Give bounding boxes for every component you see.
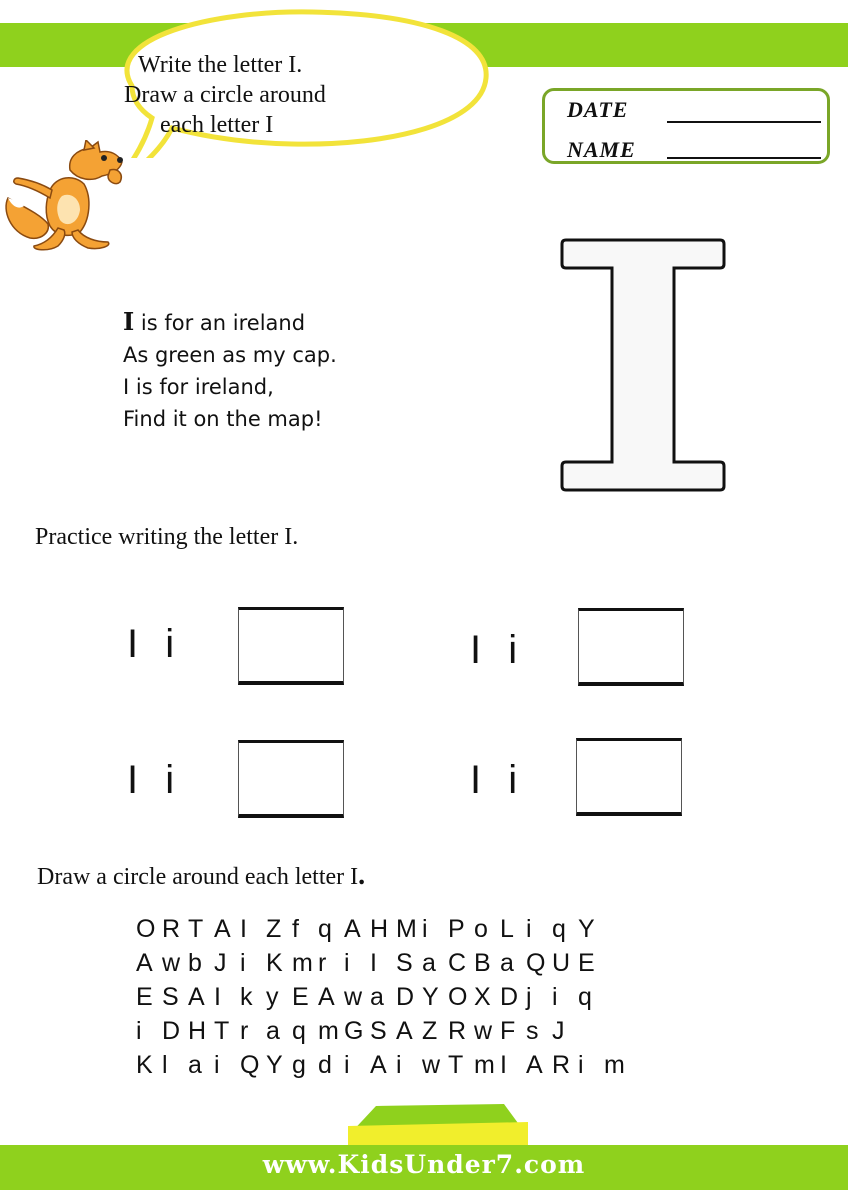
writing-box-1[interactable] <box>238 607 344 685</box>
footer-url[interactable]: www.KidsUnder7.com <box>262 1150 586 1179</box>
letter-grid-cell[interactable]: Y <box>578 915 595 943</box>
date-line[interactable] <box>667 121 821 123</box>
letter-grid-cell[interactable]: A <box>214 915 231 943</box>
letter-grid-cell[interactable]: m <box>604 1051 625 1079</box>
letter-grid-cell[interactable]: j <box>526 983 532 1011</box>
letter-grid-cell[interactable]: m <box>318 1017 339 1045</box>
letter-grid-cell[interactable]: J <box>214 949 227 977</box>
letter-grid-cell[interactable]: Y <box>266 1051 283 1079</box>
letter-grid-cell[interactable]: H <box>370 915 389 943</box>
letter-grid-cell[interactable]: i <box>136 1017 142 1045</box>
letter-grid-cell[interactable]: Q <box>526 949 546 977</box>
poem-line-3: I is for ireland, <box>123 375 274 399</box>
letter-grid-cell[interactable]: F <box>500 1017 516 1045</box>
circle-task-heading <box>37 860 365 892</box>
practice-heading: Practice writing the letter I. <box>35 524 299 550</box>
bottom-decoration <box>328 1104 548 1150</box>
letter-grid-cell[interactable]: m <box>292 949 313 977</box>
letter-grid-cell[interactable]: D <box>396 983 415 1011</box>
letter-grid-cell[interactable]: A <box>318 983 335 1011</box>
letter-grid-cell[interactable]: i <box>344 949 350 977</box>
bubble-line-1: Write the letter I. <box>138 52 303 78</box>
letter-grid-cell[interactable]: A <box>188 983 205 1011</box>
letter-grid-cell[interactable]: I <box>214 983 221 1011</box>
letter-grid-cell[interactable]: g <box>292 1051 306 1079</box>
letter-grid-cell[interactable]: X <box>474 983 491 1011</box>
letter-grid-cell[interactable]: E <box>578 949 595 977</box>
letter-grid-cell[interactable]: k <box>240 983 253 1011</box>
name-label: NAME <box>567 137 636 162</box>
letter-grid-cell[interactable]: a <box>188 1051 202 1079</box>
letter-grid-cell[interactable]: O <box>136 915 156 943</box>
letter-grid-cell[interactable]: q <box>318 915 332 943</box>
letter-grid-cell[interactable]: B <box>474 949 491 977</box>
letter-grid-cell[interactable]: w <box>344 983 363 1011</box>
letter-grid-cell[interactable]: q <box>292 1017 306 1045</box>
letter-grid-cell[interactable]: r <box>240 1017 249 1045</box>
letter-grid-row <box>136 912 630 946</box>
practice-letters-4: I i <box>470 758 526 802</box>
name-line[interactable] <box>667 157 821 159</box>
letter-grid-cell[interactable]: i <box>396 1051 402 1079</box>
letter-grid-cell[interactable]: w <box>422 1051 441 1079</box>
letter-grid-cell[interactable]: T <box>188 915 204 943</box>
letter-grid-cell[interactable]: D <box>500 983 519 1011</box>
letter-grid-cell[interactable]: a <box>422 949 436 977</box>
letter-grid-cell[interactable]: i <box>422 915 428 943</box>
poem-line-1: is for an ireland <box>134 311 306 335</box>
letter-grid-cell[interactable]: E <box>292 983 309 1011</box>
letter-grid-cell[interactable]: o <box>474 915 488 943</box>
writing-box-4[interactable] <box>576 738 682 816</box>
letter-grid-cell[interactable]: I <box>370 949 377 977</box>
bubble-line-3: each letter I <box>160 112 274 138</box>
letter-grid-cell[interactable]: Z <box>422 1017 438 1045</box>
letter-grid-cell[interactable]: A <box>136 949 153 977</box>
letter-grid-cell[interactable]: R <box>552 1051 571 1079</box>
letter-grid-cell[interactable]: m <box>474 1051 495 1079</box>
letter-grid-cell[interactable]: I <box>240 915 247 943</box>
letter-grid-row <box>136 980 630 1014</box>
letter-grid-cell[interactable]: R <box>162 915 181 943</box>
letter-grid-cell[interactable]: b <box>188 949 202 977</box>
letter-grid-cell[interactable]: J <box>552 1017 565 1045</box>
letter-grid-cell[interactable]: Y <box>422 983 439 1011</box>
letter-grid-cell[interactable]: A <box>370 1051 387 1079</box>
letter-grid-cell[interactable]: q <box>552 915 566 943</box>
letter-grid-cell[interactable]: w <box>474 1017 493 1045</box>
poem-first-letter: I <box>123 307 135 336</box>
letter-grid-cell[interactable]: L <box>500 915 514 943</box>
letter-grid-cell[interactable]: d <box>318 1051 332 1079</box>
letter-grid-cell[interactable]: i <box>214 1051 220 1079</box>
poem <box>123 306 337 435</box>
letter-grid-cell[interactable]: q <box>578 983 592 1011</box>
letter-grid-cell[interactable]: A <box>396 1017 413 1045</box>
letter-grid-cell[interactable]: f <box>292 915 299 943</box>
letter-grid-cell[interactable]: S <box>370 1017 387 1045</box>
letter-grid-cell[interactable]: a <box>500 949 514 977</box>
letter-grid-row <box>136 946 630 980</box>
letter-grid-cell[interactable]: T <box>448 1051 464 1079</box>
bubble-line-2: Draw a circle around <box>124 82 326 108</box>
letter-grid-cell[interactable]: P <box>448 915 465 943</box>
writing-box-3[interactable] <box>238 740 344 818</box>
date-name-box <box>542 88 830 164</box>
date-label: DATE <box>567 97 629 122</box>
letter-grid-cell[interactable]: T <box>214 1017 230 1045</box>
circle-task-period: . <box>358 860 366 891</box>
letter-grid-cell[interactable]: s <box>526 1017 539 1045</box>
practice-letters-2: I i <box>470 628 526 672</box>
letter-grid-cell[interactable]: S <box>162 983 179 1011</box>
letter-grid-cell[interactable]: y <box>266 983 279 1011</box>
letter-grid-cell[interactable]: i <box>552 983 558 1011</box>
letter-grid-cell[interactable]: a <box>370 983 384 1011</box>
big-letter-outline <box>560 236 726 494</box>
letter-grid-cell[interactable]: G <box>344 1017 364 1045</box>
letter-grid-cell[interactable]: S <box>396 949 413 977</box>
letter-grid-cell[interactable]: i <box>526 915 532 943</box>
poem-line-4: Find it on the map! <box>123 407 323 431</box>
letter-grid-cell[interactable]: l <box>162 1051 168 1079</box>
letter-grid-cell[interactable]: Z <box>266 915 282 943</box>
letter-grid-cell[interactable]: a <box>266 1017 280 1045</box>
letter-grid-cell[interactable]: w <box>162 949 181 977</box>
circle-task-text: Draw a circle around each letter I <box>37 864 359 890</box>
letter-grid-cell[interactable]: M <box>396 915 417 943</box>
letter-grid-cell[interactable]: A <box>526 1051 543 1079</box>
letter-grid-cell[interactable]: A <box>344 915 361 943</box>
letter-grid-cell[interactable]: i <box>578 1051 584 1079</box>
letter-grid-row <box>136 1048 630 1082</box>
letter-grid-cell[interactable]: U <box>552 949 571 977</box>
letter-grid-cell[interactable]: E <box>136 983 153 1011</box>
letter-grid <box>136 912 630 1082</box>
letter-grid-cell[interactable]: I <box>500 1051 507 1079</box>
poem-line-2: As green as my cap. <box>123 343 337 367</box>
practice-letters-3: I i <box>127 758 183 802</box>
fox-mascot-icon <box>0 140 150 260</box>
letter-grid-cell[interactable]: r <box>318 949 327 977</box>
speech-bubble-text <box>124 50 450 140</box>
practice-letters-1: I i <box>127 622 183 666</box>
letter-grid-cell[interactable]: i <box>240 949 246 977</box>
letter-grid-cell[interactable]: K <box>266 949 283 977</box>
letter-grid-row <box>136 1014 630 1048</box>
letter-grid-cell[interactable]: R <box>448 1017 467 1045</box>
letter-grid-cell[interactable]: Q <box>240 1051 260 1079</box>
letter-grid-cell[interactable]: i <box>344 1051 350 1079</box>
letter-grid-cell[interactable]: H <box>188 1017 207 1045</box>
writing-box-2[interactable] <box>578 608 684 686</box>
letter-grid-cell[interactable]: C <box>448 949 467 977</box>
letter-grid-cell[interactable]: O <box>448 983 468 1011</box>
letter-grid-cell[interactable]: D <box>162 1017 181 1045</box>
letter-grid-cell[interactable]: K <box>136 1051 153 1079</box>
